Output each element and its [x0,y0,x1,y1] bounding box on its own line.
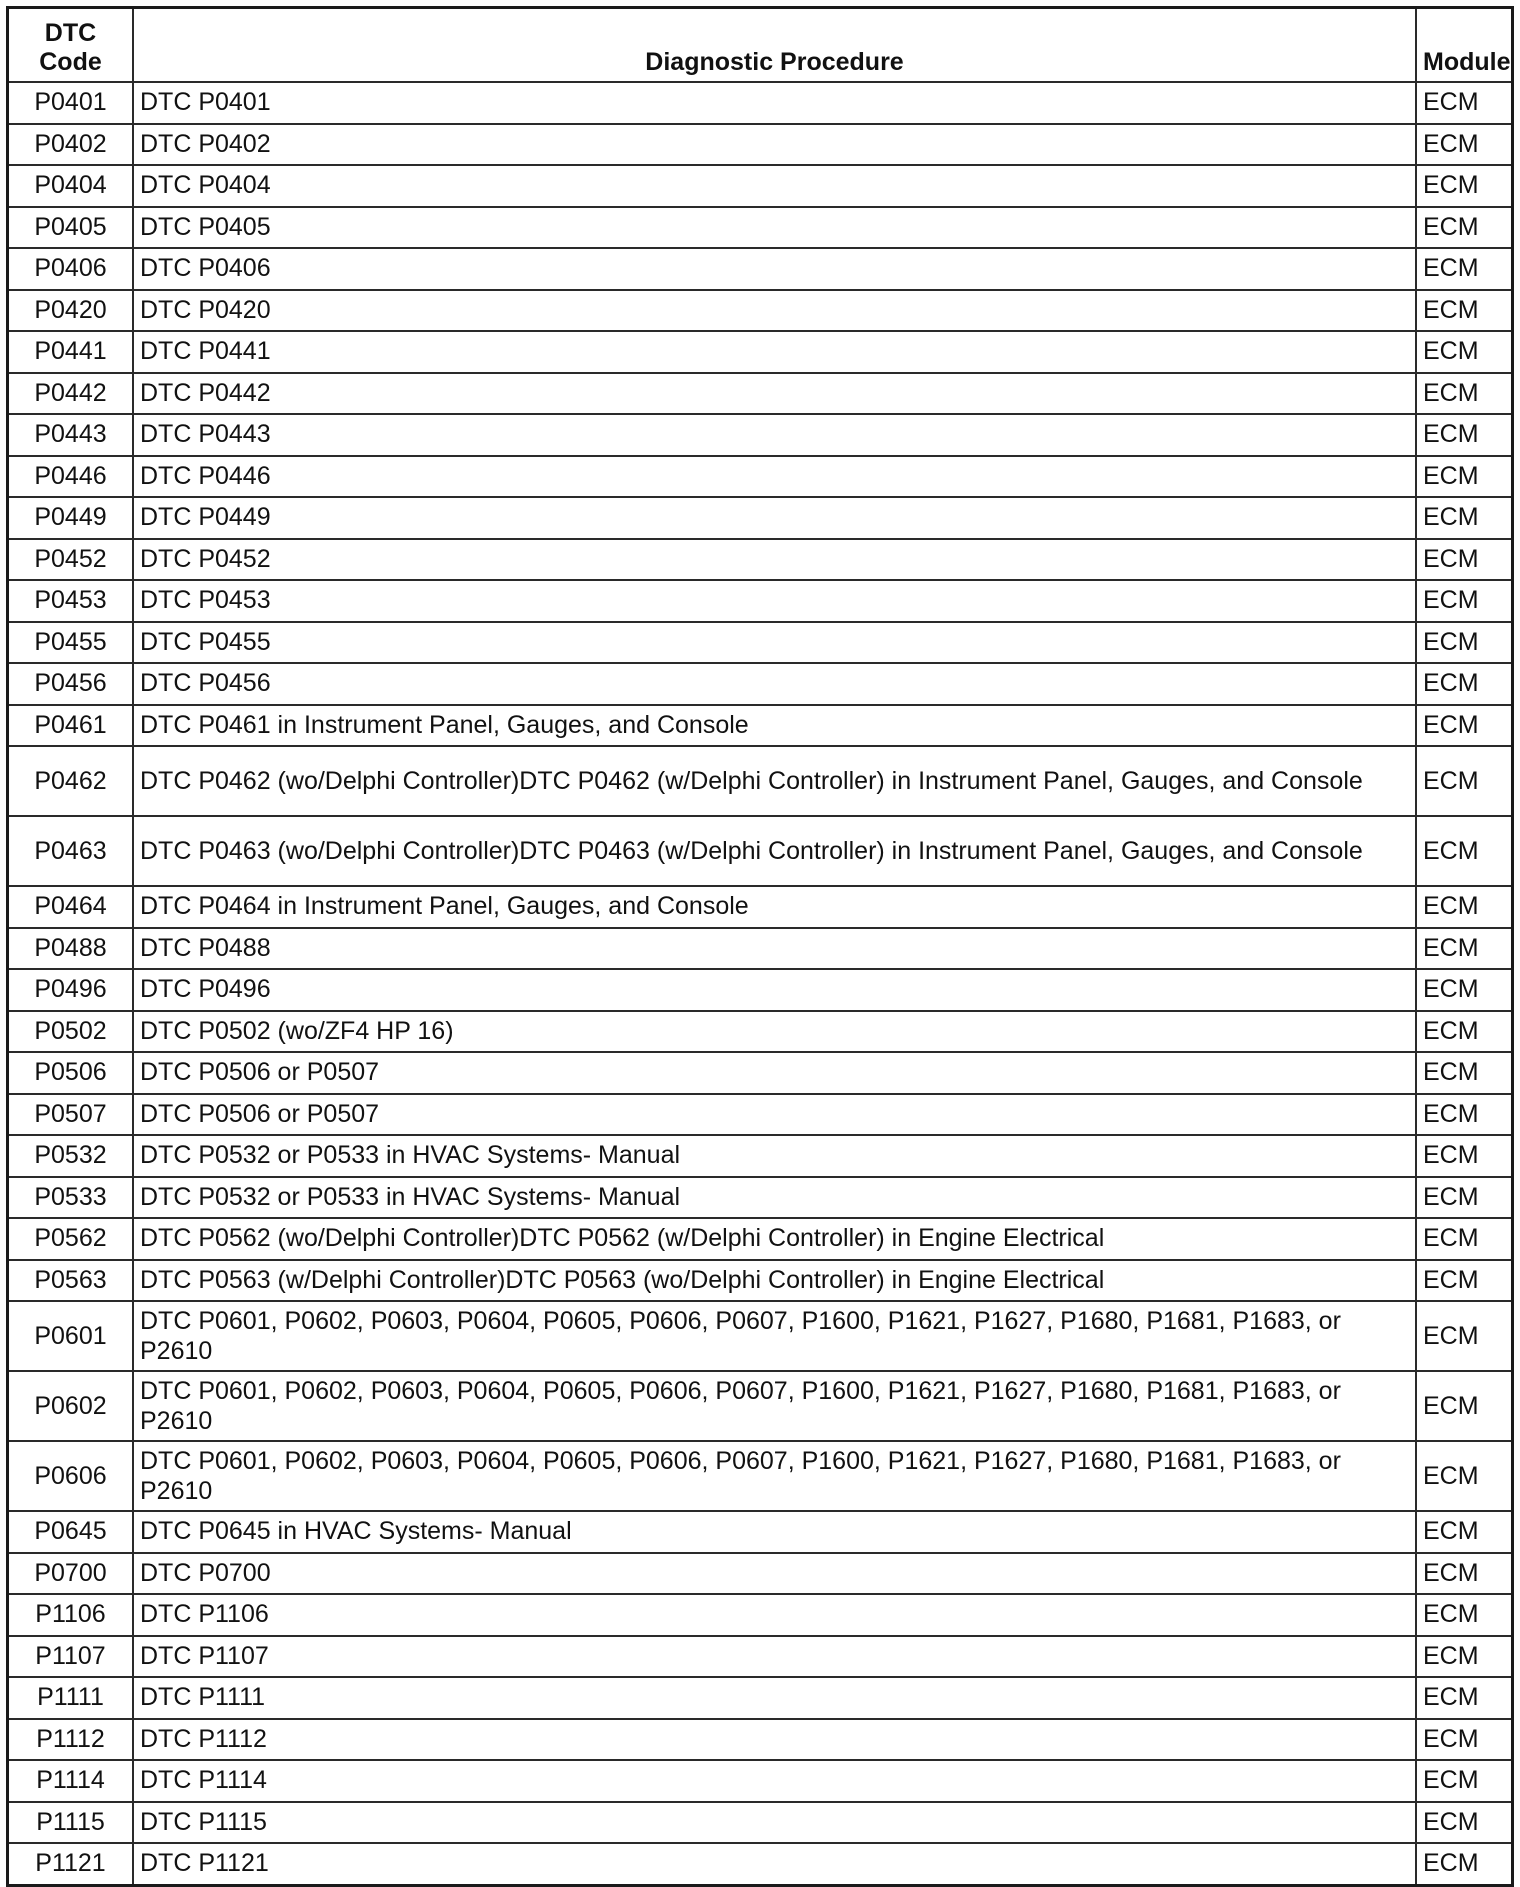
table-row [8,1094,1513,1136]
diagnostic-procedure-cell: DTC P0601, P0602, P0603, P0604, P0605, P0606, P0607, P1600, P1621, P1627, P1680, P1681, P1683, or P2610 [133,1301,1416,1371]
dtc-code-cell: P0488 [8,928,134,970]
diagnostic-procedure-cell: DTC P1115 [133,1802,1416,1844]
table-row [8,1011,1513,1053]
diagnostic-procedure-cell: DTC P0532 or P0533 in HVAC Systems- Manual [133,1177,1416,1219]
module-cell: ECM [1416,124,1513,166]
dtc-code-cell: P0462 [8,746,134,816]
dtc-table [6,6,1514,1887]
module-cell: ECM [1416,373,1513,415]
dtc-code-cell: P0700 [8,1553,134,1595]
dtc-code-cell: P0402 [8,124,134,166]
table-row [8,414,1513,456]
module-cell: ECM [1416,1760,1513,1802]
dtc-code-cell: P0449 [8,497,134,539]
diagnostic-procedure-cell: DTC P0453 [133,580,1416,622]
diagnostic-procedure-cell: DTC P0502 (wo/ZF4 HP 16) [133,1011,1416,1053]
module-cell: ECM [1416,165,1513,207]
table-row [8,82,1513,124]
diagnostic-procedure-cell: DTC P0645 in HVAC Systems- Manual [133,1511,1416,1553]
table-row [8,207,1513,249]
diagnostic-procedure-cell: DTC P0601, P0602, P0603, P0604, P0605, P0606, P0607, P1600, P1621, P1627, P1680, P1681, P1683, or P2610 [133,1441,1416,1511]
dtc-code-cell: P0601 [8,1301,134,1371]
dtc-code-cell: P0464 [8,886,134,928]
module-cell: ECM [1416,1843,1513,1885]
table-header-row [8,8,1513,83]
dtc-code-cell: P0453 [8,580,134,622]
module-cell: ECM [1416,1218,1513,1260]
diagnostic-procedure-cell: DTC P0700 [133,1553,1416,1595]
dtc-code-cell: P0606 [8,1441,134,1511]
dtc-code-cell: P0463 [8,816,134,886]
dtc-code-cell: P0401 [8,82,134,124]
dtc-code-cell: P0455 [8,622,134,664]
diagnostic-procedure-cell: DTC P0402 [133,124,1416,166]
table-row [8,705,1513,747]
dtc-document [6,6,1514,1887]
table-row [8,1371,1513,1441]
diagnostic-procedure-cell: DTC P0404 [133,165,1416,207]
module-cell: ECM [1416,1301,1513,1371]
dtc-code-cell: P1107 [8,1636,134,1678]
dtc-code-cell: P1112 [8,1719,134,1761]
diagnostic-procedure-cell: DTC P0506 or P0507 [133,1052,1416,1094]
table-row [8,539,1513,581]
diagnostic-procedure-cell: DTC P0452 [133,539,1416,581]
module-cell: ECM [1416,1052,1513,1094]
diagnostic-procedure-cell: DTC P0488 [133,928,1416,970]
module-cell: ECM [1416,1677,1513,1719]
table-row [8,746,1513,816]
diagnostic-procedure-cell: DTC P0496 [133,969,1416,1011]
dtc-code-cell: P0420 [8,290,134,332]
table-row [8,816,1513,886]
module-cell: ECM [1416,816,1513,886]
diagnostic-procedure-cell: DTC P0463 (wo/Delphi Controller)DTC P0463 (w/Delphi Controller) in Instrument Panel, Gauges, and Console [133,816,1416,886]
dtc-code-cell: P0452 [8,539,134,581]
module-cell: ECM [1416,1594,1513,1636]
header-dtc-code-line1: DTC [44,19,97,47]
diagnostic-procedure-cell: DTC P0446 [133,456,1416,498]
dtc-code-cell: P0532 [8,1135,134,1177]
diagnostic-procedure-cell: DTC P0406 [133,248,1416,290]
module-cell: ECM [1416,82,1513,124]
table-body [8,82,1513,1885]
table-row [8,1177,1513,1219]
diagnostic-procedure-cell: DTC P0601, P0602, P0603, P0604, P0605, P0606, P0607, P1600, P1621, P1627, P1680, P1681, P1683, or P2610 [133,1371,1416,1441]
module-cell: ECM [1416,886,1513,928]
dtc-code-cell: P0602 [8,1371,134,1441]
table-row [8,1677,1513,1719]
table-row [8,456,1513,498]
module-cell: ECM [1416,1011,1513,1053]
table-row [8,663,1513,705]
table-row [8,1052,1513,1094]
table-row [8,1802,1513,1844]
dtc-code-cell: P0645 [8,1511,134,1553]
dtc-code-cell: P0405 [8,207,134,249]
table-row [8,165,1513,207]
dtc-code-cell: P0404 [8,165,134,207]
dtc-code-cell: P0563 [8,1260,134,1302]
table-row [8,1301,1513,1371]
table-row [8,1260,1513,1302]
table-row [8,1594,1513,1636]
table-row [8,124,1513,166]
module-cell: ECM [1416,1135,1513,1177]
table-row [8,331,1513,373]
table-row [8,1636,1513,1678]
module-cell: ECM [1416,663,1513,705]
diagnostic-procedure-cell: DTC P1107 [133,1636,1416,1678]
module-cell: ECM [1416,1094,1513,1136]
module-cell: ECM [1416,1371,1513,1441]
module-cell: ECM [1416,1441,1513,1511]
table-row [8,886,1513,928]
table-row [8,928,1513,970]
module-cell: ECM [1416,290,1513,332]
dtc-code-cell: P1121 [8,1843,134,1885]
dtc-code-cell: P0496 [8,969,134,1011]
diagnostic-procedure-cell: DTC P1106 [133,1594,1416,1636]
table-row [8,373,1513,415]
dtc-code-cell: P0442 [8,373,134,415]
table-row [8,497,1513,539]
module-cell: ECM [1416,622,1513,664]
diagnostic-procedure-cell: DTC P0420 [133,290,1416,332]
diagnostic-procedure-cell: DTC P0532 or P0533 in HVAC Systems- Manual [133,1135,1416,1177]
diagnostic-procedure-cell: DTC P0563 (w/Delphi Controller)DTC P0563 (wo/Delphi Controller) in Engine Electrical [133,1260,1416,1302]
table-row [8,580,1513,622]
module-cell: ECM [1416,1511,1513,1553]
table-row [8,248,1513,290]
module-cell: ECM [1416,497,1513,539]
module-cell: ECM [1416,746,1513,816]
table-row [8,622,1513,664]
diagnostic-procedure-cell: DTC P1114 [133,1760,1416,1802]
dtc-code-cell: P0562 [8,1218,134,1260]
table-row [8,1441,1513,1511]
header-module: Module [1416,8,1513,83]
diagnostic-procedure-cell: DTC P0464 in Instrument Panel, Gauges, and Console [133,886,1416,928]
table-row [8,1511,1513,1553]
module-cell: ECM [1416,705,1513,747]
diagnostic-procedure-cell: DTC P0456 [133,663,1416,705]
header-dtc-code-line2: Code [39,48,102,76]
table-row [8,290,1513,332]
dtc-code-cell: P0461 [8,705,134,747]
table-row [8,969,1513,1011]
dtc-code-cell: P0533 [8,1177,134,1219]
dtc-code-cell: P1114 [8,1760,134,1802]
diagnostic-procedure-cell: DTC P0462 (wo/Delphi Controller)DTC P0462 (w/Delphi Controller) in Instrument Panel, Gauges, and Console [133,746,1416,816]
module-cell: ECM [1416,1553,1513,1595]
diagnostic-procedure-cell: DTC P0405 [133,207,1416,249]
table-row [8,1218,1513,1260]
module-cell: ECM [1416,207,1513,249]
module-cell: ECM [1416,248,1513,290]
diagnostic-procedure-cell: DTC P0442 [133,373,1416,415]
dtc-code-cell: P0506 [8,1052,134,1094]
header-diagnostic-procedure: Diagnostic Procedure [133,8,1416,83]
dtc-code-cell: P1115 [8,1802,134,1844]
diagnostic-procedure-cell: DTC P0455 [133,622,1416,664]
diagnostic-procedure-cell: DTC P0506 or P0507 [133,1094,1416,1136]
table-row [8,1553,1513,1595]
module-cell: ECM [1416,331,1513,373]
module-cell: ECM [1416,1802,1513,1844]
module-cell: ECM [1416,1719,1513,1761]
module-cell: ECM [1416,1260,1513,1302]
dtc-code-cell: P0507 [8,1094,134,1136]
diagnostic-procedure-cell: DTC P0449 [133,497,1416,539]
diagnostic-procedure-cell: DTC P0441 [133,331,1416,373]
dtc-code-cell: P0456 [8,663,134,705]
module-cell: ECM [1416,1177,1513,1219]
dtc-code-cell: P0502 [8,1011,134,1053]
table-row [8,1135,1513,1177]
diagnostic-procedure-cell: DTC P1111 [133,1677,1416,1719]
module-cell: ECM [1416,969,1513,1011]
module-cell: ECM [1416,1636,1513,1678]
dtc-code-cell: P0441 [8,331,134,373]
table-row [8,1843,1513,1885]
table-row [8,1760,1513,1802]
table-row [8,1719,1513,1761]
diagnostic-procedure-cell: DTC P0443 [133,414,1416,456]
module-cell: ECM [1416,414,1513,456]
module-cell: ECM [1416,928,1513,970]
diagnostic-procedure-cell: DTC P1121 [133,1843,1416,1885]
module-cell: ECM [1416,580,1513,622]
dtc-code-cell: P0446 [8,456,134,498]
dtc-code-cell: P1111 [8,1677,134,1719]
header-dtc-code [8,8,134,83]
module-cell: ECM [1416,539,1513,581]
diagnostic-procedure-cell: DTC P0401 [133,82,1416,124]
diagnostic-procedure-cell: DTC P0562 (wo/Delphi Controller)DTC P0562 (w/Delphi Controller) in Engine Electrical [133,1218,1416,1260]
dtc-code-cell: P1106 [8,1594,134,1636]
diagnostic-procedure-cell: DTC P0461 in Instrument Panel, Gauges, and Console [133,705,1416,747]
dtc-code-cell: P0443 [8,414,134,456]
diagnostic-procedure-cell: DTC P1112 [133,1719,1416,1761]
module-cell: ECM [1416,456,1513,498]
dtc-code-cell: P0406 [8,248,134,290]
